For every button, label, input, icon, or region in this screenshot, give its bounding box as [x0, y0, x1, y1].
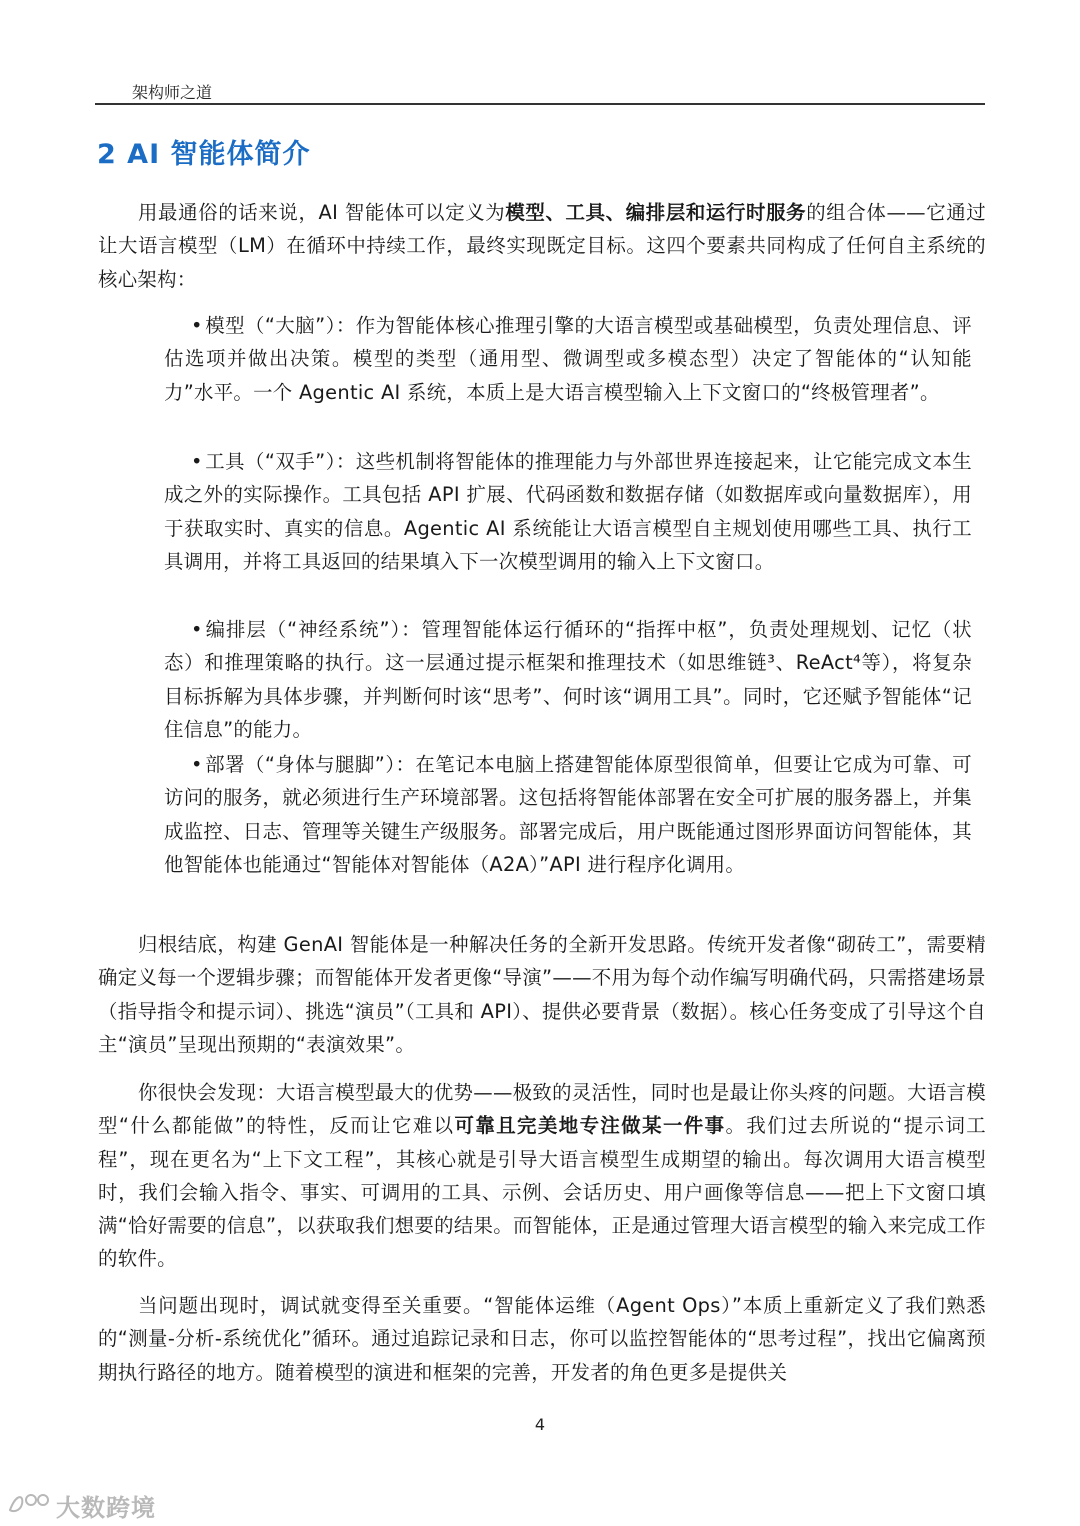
watermark-text: 大数跨境: [56, 1494, 156, 1522]
header-divider: [95, 103, 985, 105]
bullet-item-tools: [164, 445, 972, 578]
paragraph3-text-part1: 你很快会发现：大语言模型最大的优势——极致的灵活性，同时也是最让你头疼的问题。大语言模型“什么都能做”的特性，反而让它难以: [98, 1081, 986, 1138]
paragraph-genai: 归根结底，构建 GenAI 智能体是一种解决任务的全新开发思路。传统开发者像“砌砖工”，需要精确定义每一个逻辑步骤；而智能体开发者更像“导演”——不用为每个动作编写明确代码，只需搭建场景（指导指令和提示词）、挑选“演员”（工具和 API）、提供必要背景（数据）。核心任务变成了引导这个自主“演员”呈现出预期的“表演效果”。: [98, 933, 986, 1056]
intro-paragraph: [98, 196, 986, 296]
intro-text-part1: 用最通俗的话来说，AI 智能体可以定义为: [138, 201, 506, 224]
bullet-text: 编排层（“神经系统”）：管理智能体运行循环的“指挥中枢”，负责处理规划、记忆（状态）和推理策略的执行。这一层通过提示框架和推理技术（如思维链³、ReAct⁴等），将复杂目标拆解为具体步骤，并判断何时该“思考”、何时该“调用工具”。同时，它还赋予智能体“记住信息”的能力。: [164, 618, 972, 741]
bullet-dot-icon: •: [191, 450, 203, 473]
page-number: 4: [534, 1415, 546, 1434]
bullet-text: 工具（“双手”）：这些机制将智能体的推理能力与外部世界连接起来，让它能完成文本生成之外的实际操作。工具包括 API 扩展、代码函数和数据存储（如数据库或向量数据库），用于获取实时、真实的信息。Agentic AI 系统能让大语言模型自主规划使用哪些工具、执行工具调用，并将工具返回的结果填入下一次模型调用的输入上下文窗口。: [164, 450, 972, 573]
bullet-dot-icon: •: [191, 314, 203, 337]
bullet-text: 部署（“身体与腿脚”）：在笔记本电脑上搭建智能体原型很简单，但要让它成为可靠、可访问的服务，就必须进行生产环境部署。这包括将智能体部署在安全可扩展的服务器上，并集成监控、日志、管理等关键生产级服务。部署完成后，用户既能通过图形界面访问智能体，其他智能体也能通过“智能体对智能体（A2A）”API 进行程序化调用。: [164, 753, 972, 876]
watermark: [6, 1488, 156, 1523]
intro-bold-text: 模型、工具、编排层和运行时服务: [505, 201, 807, 224]
paragraph-context-engineering: [98, 1076, 986, 1276]
running-header: 架构师之道: [132, 83, 213, 102]
bullet-text: 模型（“大脑”）：作为智能体核心推理引擎的大语言模型或基础模型，负责处理信息、评估选项并做出决策。模型的类型（通用型、微调型或多模态型）决定了智能体的“认知能力”水平。一个 Agentic AI 系统，本质上是大语言模型输入上下文窗口的“终极管理者”。: [164, 314, 972, 404]
intro-text-part2: 的组合体——它通过让大语言模型（LM）在循环中持续工作，最终实现既定目标。这四个要素共同构成了任何自主系统的核心架构：: [98, 201, 986, 291]
section-title: 2 AI 智能体简介: [97, 139, 311, 170]
paragraph3-text-part2: 。我们过去所说的“提示词工程”，现在更名为“上下文工程”，其核心就是引导大语言模型生成期望的输出。每次调用大语言模型时，我们会输入指令、事实、可调用的工具、示例、会话历史、用户画像等信息——把上下文窗口填满“恰好需要的信息”，以获取我们想要的结果。而智能体，正是通过管理大语言模型的输入来完成工作的软件。: [98, 1114, 986, 1271]
bullet-item-orchestration: [164, 613, 972, 746]
bullet-item-deployment: [164, 748, 972, 881]
paragraph-agent-ops: 当问题出现时，调试就变得至关重要。“智能体运维（Agent Ops）”本质上重新定义了我们熟悉的“测量-分析-系统优化”循环。通过追踪记录和日志，你可以监控智能体的“思考过程”，找出它偏离预期执行路径的地方。随着模型的演进和框架的完善，开发者的角色更多是提供关: [98, 1294, 986, 1384]
bullet-item-model: [164, 309, 972, 409]
paragraph3-bold-text: 可靠且完美地专注做某一件事: [454, 1114, 726, 1138]
bullet-dot-icon: •: [191, 753, 203, 776]
watermark-logo-icon: [6, 1490, 52, 1522]
bullet-dot-icon: •: [191, 618, 203, 641]
